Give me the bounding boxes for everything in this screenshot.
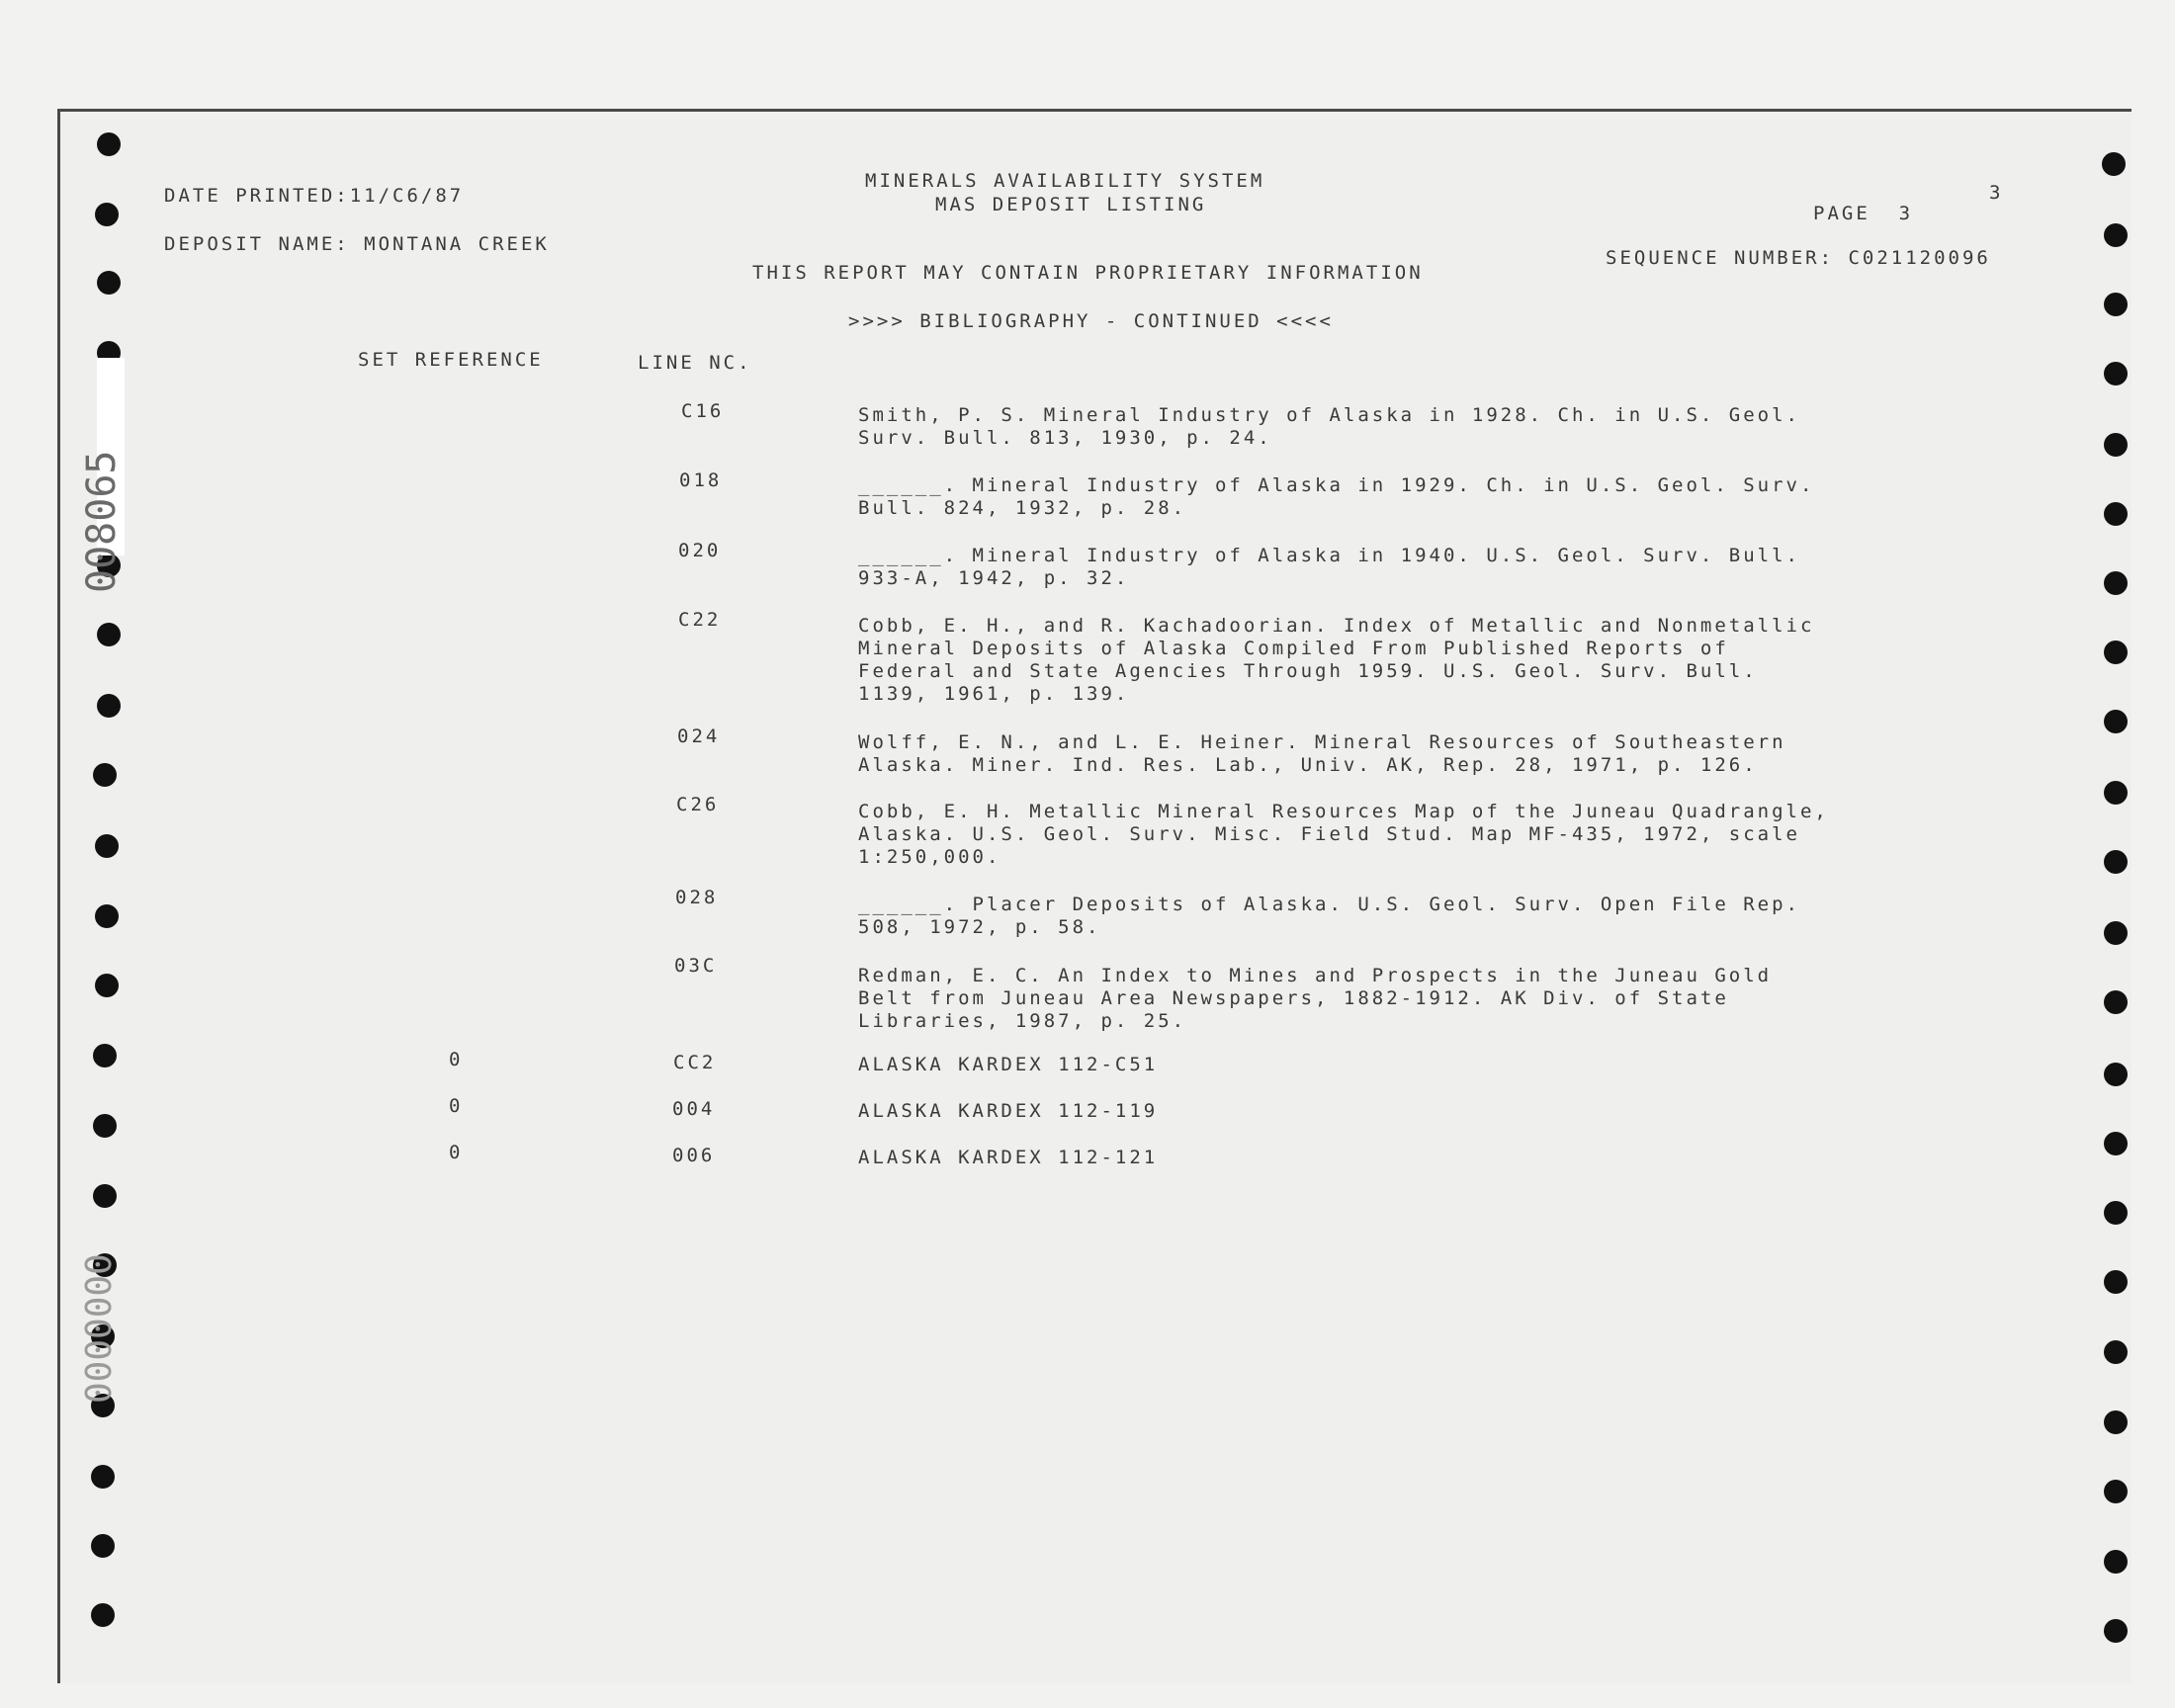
- line-number: C26: [676, 794, 720, 815]
- column-header-line-no: LINE NC.: [638, 352, 752, 374]
- feed-hole: [2104, 1480, 2128, 1503]
- feed-hole: [2104, 1063, 2128, 1086]
- line-number: 006: [672, 1145, 716, 1166]
- feed-hole: [93, 763, 117, 787]
- line-number: 020: [678, 540, 722, 561]
- feed-hole: [2102, 152, 2126, 176]
- feed-hole: [2104, 990, 2128, 1014]
- feed-hole: [93, 1114, 117, 1138]
- feed-hole: [2104, 1132, 2128, 1155]
- reference-text: Redman, E. C. An Index to Mines and Prospects in the Juneau Gold Belt from Juneau Area Newspapers, 1882-1912. AK Div. of State Libraries, 1987, p. 25.: [858, 965, 1773, 1032]
- reference-text: Cobb, E. H., and R. Kachadoorian. Index of Metallic and Nonmetallic Mineral Deposits of Alaska Compiled From Published Reports of Federal and State Agencies Through 1959. U.S. Geol. Surv. Bull. 1139, 1961, p. 139.: [858, 615, 1815, 705]
- feed-hole: [2104, 362, 2128, 385]
- feed-hole: [91, 1534, 115, 1558]
- margin-stamp-lower: [79, 1344, 120, 1404]
- reference-text: Wolff, E. N., and L. E. Heiner. Mineral Resources of Southeastern Alaska. Miner. Ind. Res. Lab., Univ. AK, Rep. 28, 1971, p. 126.: [858, 731, 1786, 776]
- proprietary-notice: THIS REPORT MAY CONTAIN PROPRIETARY INFORMATION: [752, 262, 1424, 284]
- reference-text: ALASKA KARDEX 112-119: [858, 1100, 1159, 1122]
- line-number: C22: [678, 609, 722, 631]
- line-number: CC2: [673, 1052, 717, 1073]
- feed-hole: [97, 271, 121, 295]
- feed-hole: [2104, 710, 2128, 733]
- feed-hole: [97, 132, 121, 156]
- feed-hole: [2104, 1201, 2128, 1225]
- page-label: PAGE 3: [1813, 203, 1914, 224]
- line-number: 004: [672, 1098, 716, 1120]
- feed-hole: [2104, 781, 2128, 805]
- line-number: C16: [681, 400, 725, 422]
- reference-text: Smith, P. S. Mineral Industry of Alaska in 1928. Ch. in U.S. Geol. Surv. Bull. 813, 1930, p. 24.: [858, 404, 1800, 449]
- feed-hole: [93, 1184, 117, 1208]
- feed-hole: [2104, 1550, 2128, 1574]
- reference-text: ALASKA KARDEX 112-121: [858, 1147, 1159, 1168]
- reference-text: ALASKA KARDEX 112-C51: [858, 1054, 1159, 1075]
- feed-hole: [2104, 1410, 2128, 1434]
- sequence-number: SEQUENCE NUMBER: C021120096: [1606, 247, 1991, 269]
- feed-hole: [2104, 223, 2128, 247]
- feed-hole: [2104, 571, 2128, 595]
- system-title: MINERALS AVAILABILITY SYSTEM: [865, 170, 1265, 192]
- feed-hole: [2104, 1270, 2128, 1294]
- feed-hole: [95, 203, 119, 226]
- date-printed: DATE PRINTED:11/C6/87: [164, 185, 465, 207]
- deposit-name: DEPOSIT NAME: MONTANA CREEK: [164, 233, 550, 255]
- feed-hole: [2104, 640, 2128, 664]
- listing-title: MAS DEPOSIT LISTING: [935, 194, 1207, 215]
- feed-hole: [95, 904, 119, 928]
- line-number: 028: [675, 887, 719, 908]
- feed-hole: [95, 974, 119, 997]
- feed-hole: [91, 1465, 115, 1489]
- set-reference: 0: [449, 1142, 464, 1163]
- feed-hole: [97, 694, 121, 718]
- feed-hole: [93, 1044, 117, 1068]
- feed-hole: [2104, 433, 2128, 457]
- margin-stamp: [79, 534, 125, 593]
- section-heading: >>>> BIBLIOGRAPHY - CONTINUED <<<<: [848, 310, 1334, 332]
- reference-text: ______. Mineral Industry of Alaska in 1940. U.S. Geol. Surv. Bull. 933-A, 1942, p. 32.: [858, 545, 1800, 589]
- feed-hole: [91, 1603, 115, 1627]
- line-number: 03C: [674, 955, 718, 977]
- reference-text: ______. Placer Deposits of Alaska. U.S. Geol. Surv. Open File Rep. 508, 1972, p. 58.: [858, 894, 1800, 938]
- line-number: 018: [679, 470, 723, 491]
- line-number: 024: [677, 726, 721, 747]
- feed-hole: [97, 623, 121, 646]
- feed-hole: [2104, 1340, 2128, 1364]
- set-reference: 0: [449, 1095, 464, 1117]
- reference-text: Cobb, E. H. Metallic Mineral Resources Map of the Juneau Quadrangle, Alaska. U.S. Geol. Surv. Misc. Field Stud. Map MF-435, 1972, scale 1:250,000.: [858, 801, 1829, 868]
- feed-hole: [2104, 1619, 2128, 1643]
- feed-hole: [95, 834, 119, 858]
- feed-hole: [2104, 293, 2128, 316]
- reference-text: ______. Mineral Industry of Alaska in 1929. Ch. in U.S. Geol. Surv. Bull. 824, 1932, p. 28.: [858, 474, 1815, 519]
- feed-hole: [2104, 502, 2128, 526]
- set-reference: 0: [449, 1049, 464, 1070]
- feed-hole: [2104, 921, 2128, 945]
- feed-hole: [2104, 850, 2128, 874]
- column-header-set-reference: SET REFERENCE: [358, 349, 544, 371]
- page-number-corner: 3: [1989, 182, 2004, 204]
